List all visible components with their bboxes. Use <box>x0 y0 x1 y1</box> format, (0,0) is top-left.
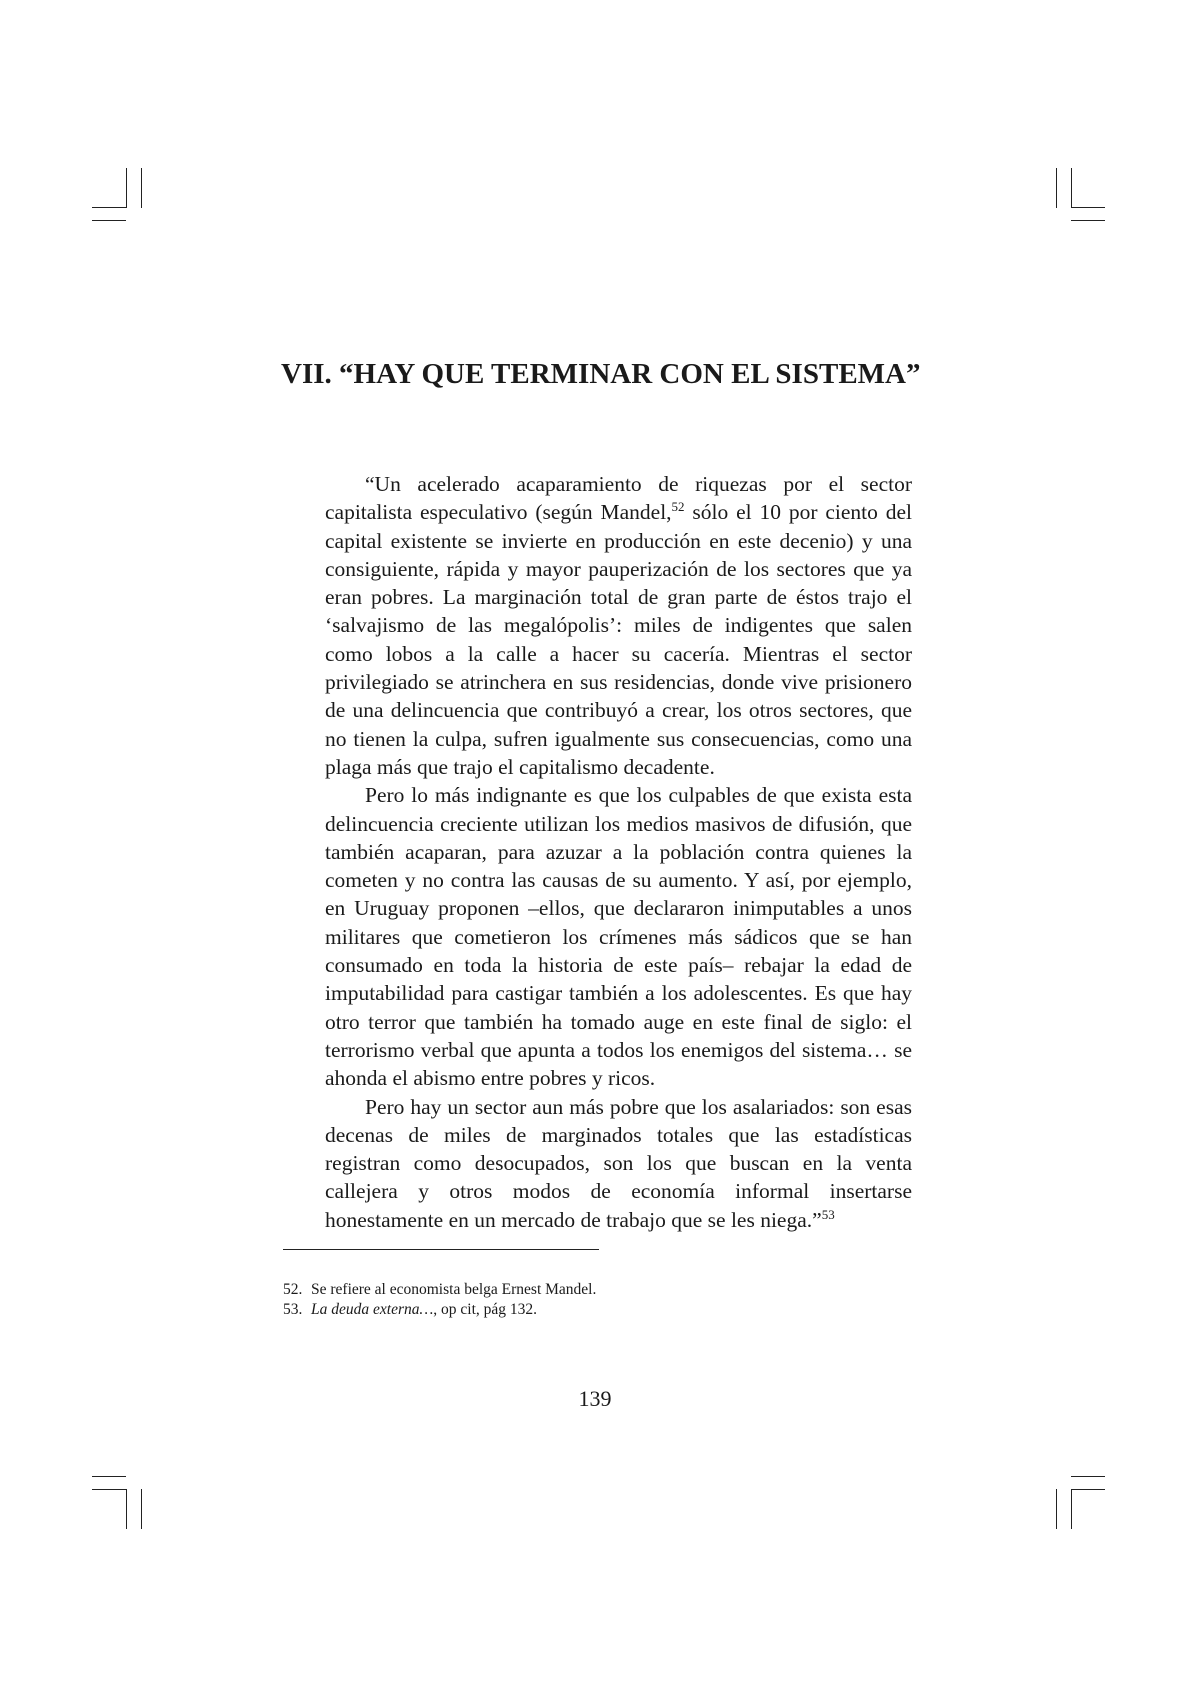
crop-mark <box>92 207 126 208</box>
footnote <box>283 1300 596 1320</box>
paragraph <box>325 781 912 1092</box>
paragraph-text: Pero lo más indignante es que los culpables de que exista esta delincuencia creciente utilizan los medios masivos de difusión, que también acaparan, para azuzar a la población contra quienes la cometen y no contra las causas de su aumento. Y así, por ejemplo, en Uruguay proponen –ellos, que declararon inimputables a unos militares que cometieron los crímenes más sádicos que se han consumado en toda la historia de este país– rebajar la edad de imputabilidad para castigar también a los adolescentes. Es que hay otro terror que también ha tomado auge en este final de siglo: el terrorismo verbal que apunta a todos los enemigos del sistema… se ahonda el abismo entre pobres y ricos. <box>325 783 912 1091</box>
crop-mark <box>126 168 127 208</box>
chapter-title: VII. “HAY QUE TERMINAR CON EL SISTEMA” <box>281 358 921 390</box>
crop-mark <box>1056 168 1057 208</box>
crop-mark <box>126 1489 127 1529</box>
crop-mark <box>1071 1489 1072 1529</box>
footnote-number: 53. <box>283 1301 303 1318</box>
crop-mark <box>141 1489 142 1529</box>
page-number: 139 <box>578 1386 612 1411</box>
crop-mark <box>1071 207 1105 208</box>
crop-mark <box>1071 168 1072 208</box>
footnote-divider <box>283 1249 599 1250</box>
footnotes <box>283 1280 596 1320</box>
crop-mark <box>1056 1489 1057 1529</box>
footnote-number: 52. <box>283 1281 303 1298</box>
crop-mark <box>1071 1476 1105 1477</box>
crop-mark <box>92 220 126 221</box>
footnote-ref[interactable]: 52 <box>671 499 685 515</box>
footnote-text: , op cit, pág 132. <box>433 1301 538 1318</box>
body-text <box>325 470 912 1234</box>
paragraph-text: “Un acelerado acaparamiento de riquezas por el sector capitalista especulativo (según Mandel, <box>325 472 912 525</box>
crop-mark <box>92 1489 126 1490</box>
footnote-text: Se refiere al economista belga Ernest Mandel. <box>311 1281 597 1298</box>
crop-mark <box>1071 220 1105 221</box>
footnote-ref[interactable]: 53 <box>821 1206 835 1222</box>
paragraph-text: Pero hay un sector aun más pobre que los asalariados: son esas decenas de miles de marginados totales que las estadísticas registran como desocupados, son los que buscan en la venta callejera y otros modos de economía informal insertarse honestamente en un mercado de trabajo que se les niega.” <box>325 1094 912 1232</box>
footnote <box>283 1280 596 1300</box>
crop-mark <box>141 168 142 208</box>
paragraph <box>325 1093 912 1234</box>
footnote-cited-title: La deuda externa… <box>311 1301 434 1318</box>
crop-mark <box>92 1476 126 1477</box>
paragraph-text: sólo el 10 por ciento del capital existente se invierte en producción en este decenio) y una consiguiente, rápida y mayor pauperización de los sectores que ya eran pobres. La marginación total de gran parte de éstos trajo el ‘salvajismo de las megalópolis’: miles de indigentes que salen como lobos a la calle a hacer su cacería. Mientras el sector privilegiado se atrinchera en sus residencias, donde vive prisionero de una delincuencia que contribuyó a crear, los otros sectores, que no tienen la culpa, sufren igualmente sus consecuencias, como una plaga más que trajo el capitalismo decadente. <box>325 500 912 779</box>
paragraph <box>325 470 912 781</box>
crop-mark <box>1071 1489 1105 1490</box>
